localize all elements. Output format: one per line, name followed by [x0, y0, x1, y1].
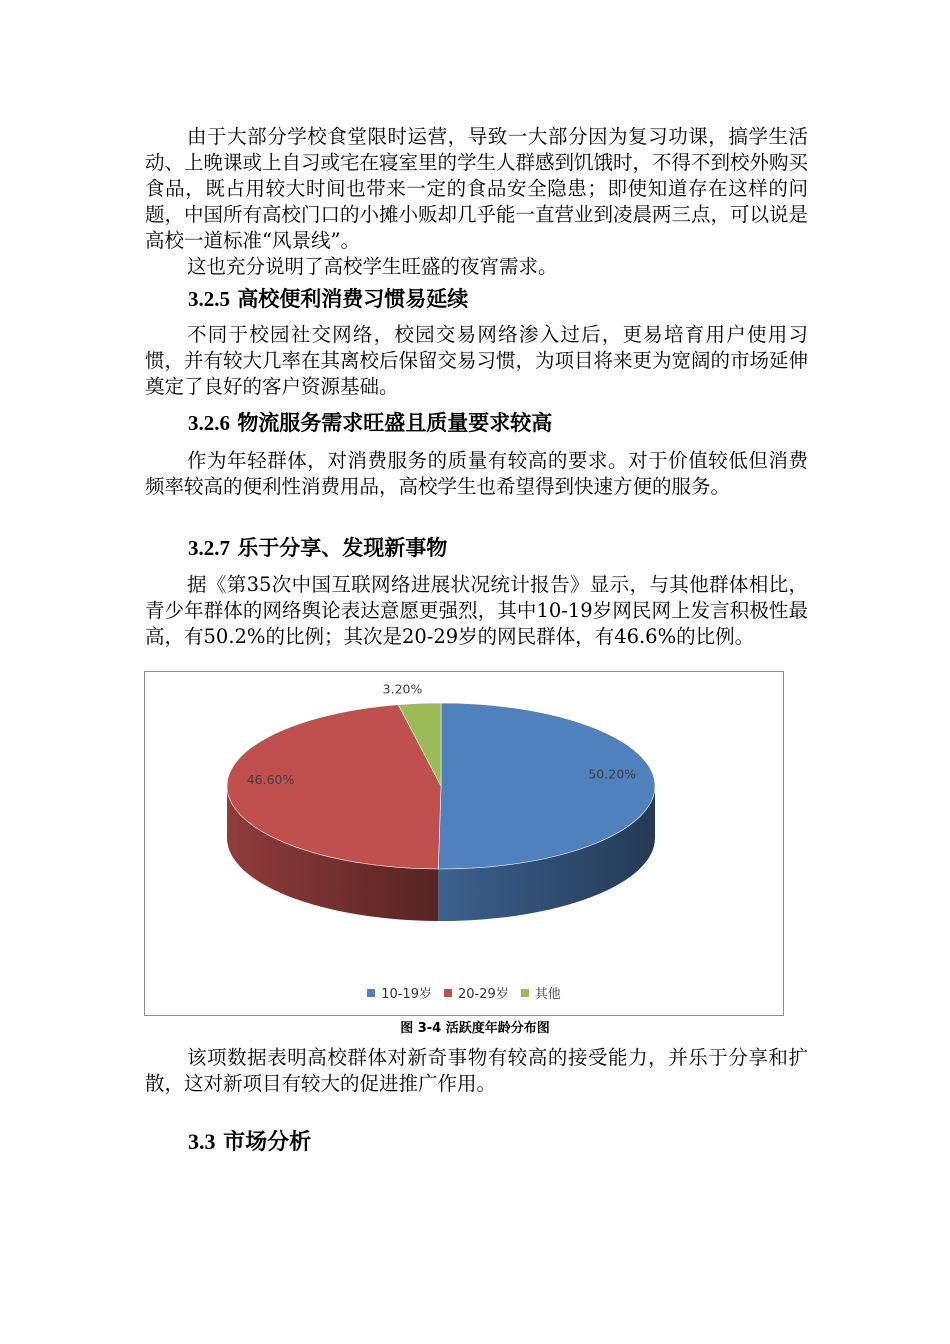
chart-legend — [145, 983, 783, 1002]
section-title: 乐于分享、发现新事物 — [237, 536, 448, 560]
section-number: 3.3 — [188, 1129, 216, 1154]
figure-caption: 图 3-4 活跃度年龄分布图 — [400, 1021, 550, 1036]
section-heading-3-2-7 — [188, 534, 447, 562]
section-heading-3-2-5 — [188, 285, 468, 313]
data-label-1: 50.20% — [588, 766, 637, 782]
data-label-3: 3.20% — [382, 681, 423, 697]
legend-swatch — [521, 989, 529, 997]
legend-item-1 — [367, 983, 432, 1002]
data-label-2: 46.60% — [246, 772, 295, 788]
section-number: 3.2.5 — [188, 287, 230, 311]
pie-chart — [145, 672, 783, 1015]
paragraph-consumption-habits: 不同于校园社交网络，校园交易网络渗入过后，更易培育用户使用习惯，并有较大几率在其离校后保留交易习惯，为项目将来更为宽阔的市场延伸奠定了良好的客户资源基础。 — [145, 323, 809, 398]
section-number: 3.2.7 — [188, 536, 230, 560]
paragraph-service-quality: 作为年轻群体，对消费服务的质量有较高的要求。对于价值较低但消费频率较高的便利性消费用品，高校学生也希望得到快速方便的服务。 — [145, 449, 808, 498]
section-title: 物流服务需求旺盛且质量要求较高 — [237, 411, 553, 435]
legend-swatch — [444, 989, 452, 997]
section-title: 市场分析 — [223, 1130, 312, 1155]
section-title: 高校便利消费习惯易延续 — [237, 287, 469, 311]
legend-label: 10-19岁 — [381, 987, 432, 1002]
paragraph-internet-report: 据《第35次中国互联网络进展状况统计报告》显示，与其他群体相比，青少年群体的网络舆论表达意愿更强烈，其中10-19岁网民网上发言积极性最高，有50.2%的比例；其次是20-29岁的网民群体，有46.6%的比例。 — [145, 573, 808, 648]
paragraph-conclusion: 该项数据表明高校群体对新奇事物有较高的接受能力，并乐于分享和扩散，这对新项目有较大的促进推广作用。 — [145, 1046, 808, 1095]
legend-item-2 — [444, 983, 509, 1002]
section-heading-3-2-6 — [188, 409, 552, 437]
legend-swatch — [367, 989, 375, 997]
legend-item-3 — [521, 983, 561, 1002]
paragraph-night-snack-summary: 这也充分说明了高校学生旺盛的夜宵需求。 — [187, 255, 558, 278]
section-number: 3.2.6 — [188, 411, 230, 435]
paragraph-late-night-demand: 由于大部分学校食堂限时运营，导致一大部分因为复习功课，搞学生活动、上晚课或上自习或宅在寝室里的学生人群感到饥饿时，不得不到校外购买食品，既占用较大时间也带来一定的食品安全隐患；即使知道存在这样的问题，中国所有高校门口的小摊小贩却几乎能一直营业到凌晨两三点，可以说是高校一道标准“风景线”。 — [145, 125, 809, 252]
pie-chart-frame — [144, 671, 784, 1016]
legend-label: 20-29岁 — [457, 987, 509, 1002]
legend-label: 其他 — [534, 987, 561, 1002]
section-heading-3-3 — [188, 1128, 311, 1157]
